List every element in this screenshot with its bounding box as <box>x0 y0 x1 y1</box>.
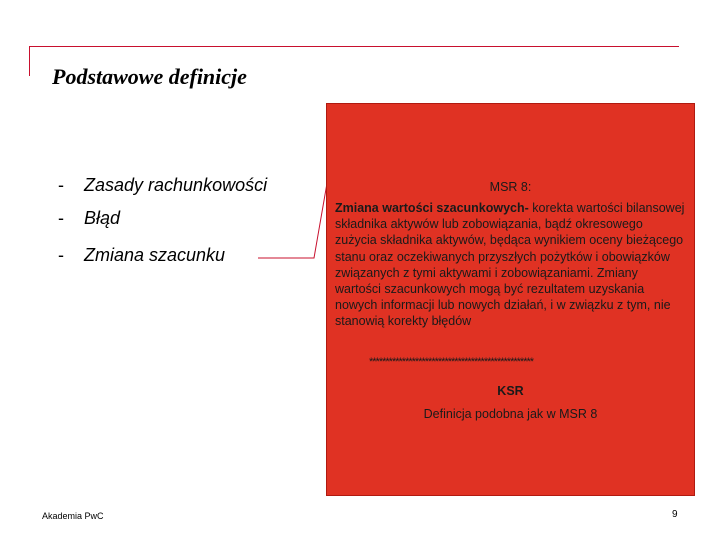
definition-box <box>326 103 695 496</box>
definition-text: korekta wartości bilansowej składnika aktywów lub zobowiązania, bądź okresowego zużycia składnika aktywów, będąca wynikiem oceny bieżącego stanu oraz oczekiwanych przyszłych pożytków i obowiązków związanych z tymi aktywami i zobowiązaniami. Zmiany wartości szacunkowych mogą być rezultatem uzyskania nowych informacji lub nowych działań, i w związku z tym, nie stanowią korekty błędów <box>335 201 685 329</box>
bullet-dash: - <box>58 245 64 265</box>
msr-heading: MSR 8: <box>489 180 532 194</box>
bullet-dash: - <box>58 175 64 195</box>
page-number: 9 <box>672 509 678 520</box>
ksr-heading: KSR <box>497 384 524 398</box>
msr-definition <box>335 200 685 330</box>
footer-brand: Akademia PwC <box>42 511 104 521</box>
bullet-text: Zmiana szacunku <box>84 245 226 265</box>
definition-term: Zmiana wartości szacunkowych- <box>335 201 529 215</box>
bullet-dash: - <box>58 208 64 228</box>
slide-title: Podstawowe definicje <box>52 64 247 89</box>
bullet-text: Zasady rachunkowości <box>84 175 268 195</box>
bullet-text: Błąd <box>84 208 121 228</box>
ksr-text: Definicja podobna jak w MSR 8 <box>423 407 598 421</box>
separator-stars: ************************************************** <box>369 356 534 368</box>
